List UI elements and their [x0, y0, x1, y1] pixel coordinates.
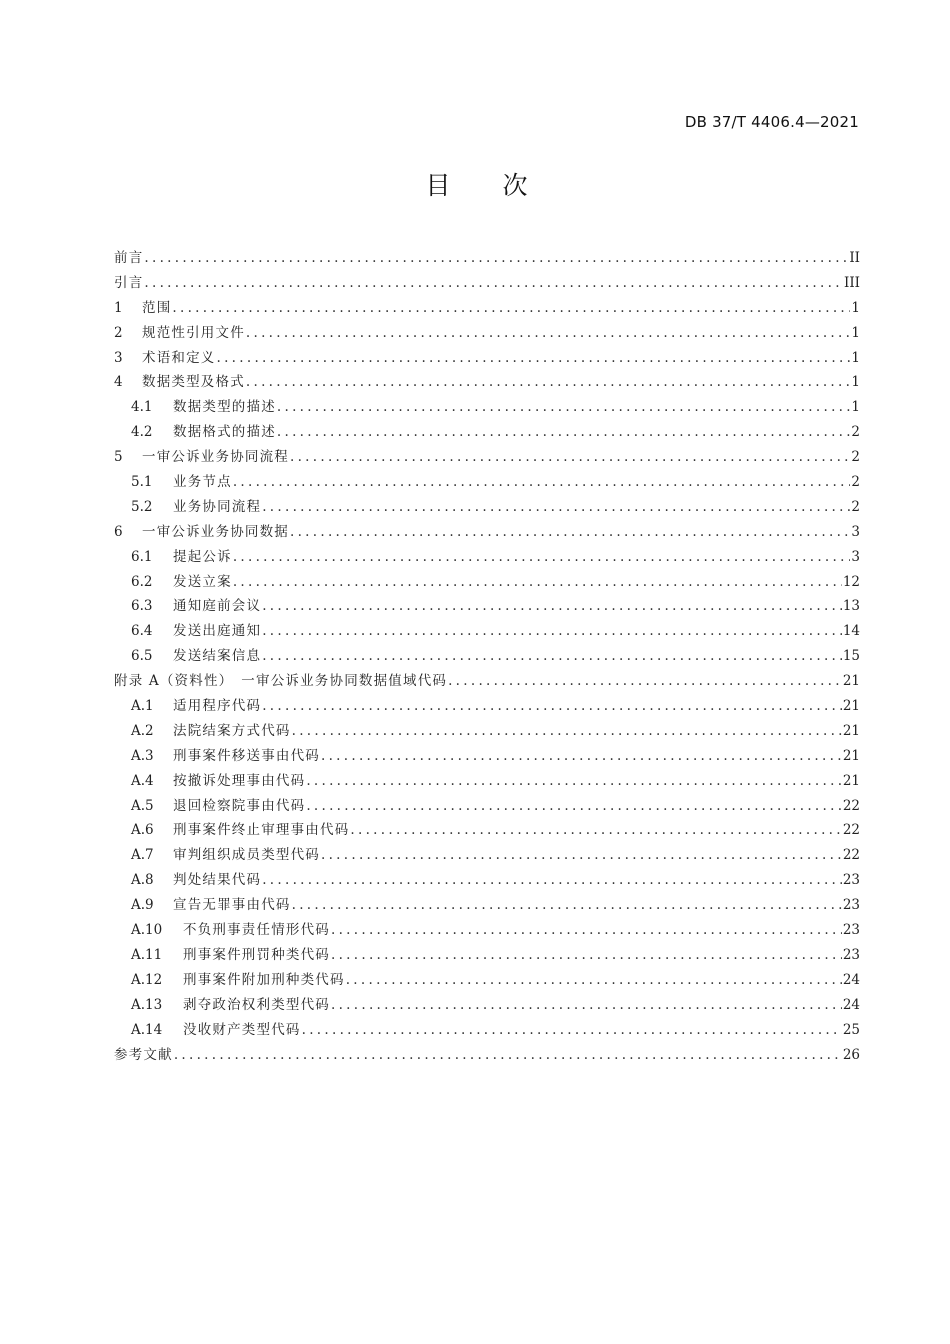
dot-leader [262, 868, 842, 893]
toc-entry-page: III [844, 274, 860, 291]
toc-entry-label: 业务节点 [173, 474, 232, 491]
toc-entry-page: 21 [842, 747, 860, 764]
dot-leader [233, 470, 851, 495]
toc-entry-page: 1 [851, 399, 860, 416]
toc-entry-number: 6.1 [131, 548, 153, 565]
page-title: 目 次 [425, 171, 550, 200]
toc-entry-number: A.14 [131, 1021, 163, 1038]
toc-entry-number: A.11 [131, 946, 163, 963]
toc-entry[interactable] [114, 644, 860, 669]
toc-entry-number: A.3 [131, 747, 154, 764]
toc-entry-page: 23 [842, 872, 860, 889]
dot-leader [172, 296, 850, 321]
toc-entry-number: 6.5 [131, 648, 153, 665]
toc-entry-page: 23 [842, 922, 860, 939]
toc-entry-label: 发送结案信息 [173, 648, 262, 665]
toc-entry[interactable] [114, 669, 860, 694]
dot-leader [262, 495, 850, 520]
toc-entry-label: 数据类型的描述 [173, 399, 276, 416]
dot-leader [321, 843, 842, 868]
toc-entry-page: 3 [851, 548, 860, 565]
toc-entry[interactable] [114, 346, 860, 371]
toc-entry-page: 1 [851, 349, 860, 366]
toc-entry-page: 24 [842, 971, 860, 988]
toc-entry-label: 审判组织成员类型代码 [173, 847, 320, 864]
toc-entry-label: 范围 [142, 299, 172, 316]
dot-leader [292, 719, 842, 744]
toc-entry-label: 判处结果代码 [173, 872, 262, 889]
dot-leader [233, 570, 842, 595]
toc-entry-page: 21 [842, 698, 860, 715]
toc-entry[interactable] [114, 993, 860, 1018]
toc-entry-page: 15 [842, 648, 860, 665]
dot-leader [292, 893, 842, 918]
toc-entry[interactable] [114, 943, 860, 968]
toc-entry-number: 6.2 [131, 573, 153, 590]
toc-entry-number: 4.2 [131, 424, 153, 441]
dot-leader [448, 669, 842, 694]
toc-entry[interactable] [114, 918, 860, 943]
toc-entry-number: 3 [114, 349, 123, 366]
toc-entry-page: 1 [851, 299, 860, 316]
dot-leader [246, 370, 851, 395]
dot-leader [246, 321, 851, 346]
toc-entry[interactable] [114, 395, 860, 420]
toc-entry-page: 21 [842, 772, 860, 789]
toc-entry-number: A.4 [131, 772, 154, 789]
dot-leader [350, 818, 841, 843]
toc-entry-page: 21 [842, 673, 860, 690]
toc-entry[interactable] [114, 246, 860, 271]
dot-leader [331, 943, 842, 968]
toc-entry-label: 引言 [114, 274, 144, 291]
dot-leader [302, 1018, 842, 1043]
toc-entry-label: 一审公诉业务协同流程 [142, 449, 289, 466]
toc-entry-label: 宣告无罪事由代码 [173, 897, 291, 914]
toc-entry-page: 25 [842, 1021, 860, 1038]
toc-entry[interactable] [114, 545, 860, 570]
toc-entry-page: 2 [851, 498, 860, 515]
toc-entry-number: A.12 [131, 971, 163, 988]
toc-entry-label: 发送立案 [173, 573, 232, 590]
toc-entry-number: 5.1 [131, 474, 153, 491]
toc-entry-number: 5.2 [131, 498, 153, 515]
toc-entry[interactable] [114, 370, 860, 395]
dot-leader [306, 769, 842, 794]
document-code: DB 37/T 4406.4—2021 [684, 113, 859, 131]
toc-entry-number: 2 [114, 324, 123, 341]
toc-entry-number: 6 [114, 523, 123, 540]
toc-entry-label: 参考文献 [114, 1046, 173, 1063]
toc-entry-number: 6.3 [131, 598, 153, 615]
toc-entry-label: 不负刑事责任情形代码 [183, 922, 330, 939]
toc-entry[interactable] [114, 445, 860, 470]
toc-entry[interactable] [114, 420, 860, 445]
toc-entry-number: 5 [114, 449, 123, 466]
toc-entry-label: 业务协同流程 [173, 498, 262, 515]
toc-entry-label: 数据类型及格式 [142, 374, 245, 391]
toc-entry[interactable] [114, 769, 860, 794]
toc-entry-label: 发送出庭通知 [173, 623, 262, 640]
toc-entry-number: A.9 [131, 897, 154, 914]
toc-entry[interactable] [114, 594, 860, 619]
toc-entry-page: 22 [842, 822, 860, 839]
toc-entry-page: 12 [842, 573, 860, 590]
toc-entry[interactable] [114, 818, 860, 843]
toc-entry-label: 法院结案方式代码 [173, 722, 291, 739]
toc-entry-page: 22 [842, 847, 860, 864]
toc-entry[interactable] [114, 1018, 860, 1043]
toc-entry-label: 术语和定义 [142, 349, 216, 366]
toc-entry[interactable] [114, 619, 860, 644]
toc-entry-page: 1 [851, 374, 860, 391]
table-of-contents [114, 246, 860, 1067]
toc-entry-number: A.10 [131, 922, 163, 939]
dot-leader [331, 918, 842, 943]
toc-entry[interactable] [114, 271, 860, 296]
toc-entry-label: 通知庭前会议 [173, 598, 262, 615]
toc-entry-label: 刑事案件刑罚种类代码 [183, 946, 330, 963]
toc-entry-page: 23 [842, 897, 860, 914]
toc-entry[interactable] [114, 968, 860, 993]
toc-entry-number: A.13 [131, 996, 163, 1013]
toc-entry[interactable] [114, 843, 860, 868]
toc-entry-page: 23 [842, 946, 860, 963]
toc-entry-page: II [849, 250, 860, 266]
toc-entry-label: 前言 [114, 250, 144, 266]
toc-entry-page: 13 [842, 598, 860, 615]
dot-leader [346, 968, 842, 993]
toc-entry-label: 剥夺政治权利类型代码 [183, 996, 330, 1013]
toc-entry-label: 刑事案件终止审理事由代码 [173, 822, 350, 839]
dot-leader [262, 644, 842, 669]
toc-entry[interactable] [114, 1043, 860, 1068]
toc-entry[interactable] [114, 470, 860, 495]
toc-entry-number: A.2 [131, 722, 154, 739]
toc-entry[interactable] [114, 495, 860, 520]
toc-entry-number: A.1 [131, 698, 154, 715]
toc-entry-number: A.5 [131, 797, 154, 814]
dot-leader [262, 594, 842, 619]
toc-entry-number: A.6 [131, 822, 154, 839]
toc-entry-number: A.8 [131, 872, 154, 889]
toc-entry-label: 适用程序代码 [173, 698, 262, 715]
toc-entry-label: 附录 A（资料性） 一审公诉业务协同数据值域代码 [114, 673, 448, 690]
dot-leader [217, 346, 851, 371]
dot-leader [321, 744, 842, 769]
toc-entry-page: 2 [851, 474, 860, 491]
dot-leader [174, 1043, 842, 1068]
toc-entry-label: 提起公诉 [173, 548, 232, 565]
dot-leader [306, 794, 842, 819]
toc-entry-page: 22 [842, 797, 860, 814]
toc-entry-page: 24 [842, 996, 860, 1013]
toc-entry-label: 刑事案件移送事由代码 [173, 747, 320, 764]
dot-leader [290, 520, 850, 545]
toc-entry-label: 刑事案件附加刑种类代码 [183, 971, 345, 988]
toc-entry-number: A.7 [131, 847, 154, 864]
toc-entry-label: 规范性引用文件 [142, 324, 245, 341]
toc-entry[interactable] [114, 719, 860, 744]
toc-entry[interactable] [114, 744, 860, 769]
dot-leader [262, 619, 842, 644]
toc-entry-page: 2 [851, 424, 860, 441]
toc-entry[interactable] [114, 893, 860, 918]
toc-entry-label: 一审公诉业务协同数据 [142, 523, 289, 540]
toc-entry-label: 退回检察院事由代码 [173, 797, 306, 814]
toc-entry-page: 21 [842, 722, 860, 739]
toc-entry-number: 4.1 [131, 399, 153, 416]
dot-leader [290, 445, 850, 470]
toc-entry-page: 3 [851, 523, 860, 540]
dot-leader [144, 271, 843, 296]
toc-entry-label: 按撤诉处理事由代码 [173, 772, 306, 789]
toc-entry[interactable] [114, 296, 860, 321]
dot-leader [277, 420, 851, 445]
toc-entry-label: 数据格式的描述 [173, 424, 276, 441]
toc-entry-number: 1 [114, 299, 123, 316]
toc-entry[interactable] [114, 794, 860, 819]
toc-entry-number: 4 [114, 374, 123, 391]
toc-entry-label: 没收财产类型代码 [183, 1021, 301, 1038]
toc-entry-page: 2 [851, 449, 860, 466]
toc-entry-page: 14 [842, 623, 860, 640]
toc-entry-page: 1 [851, 324, 860, 341]
dot-leader [233, 545, 851, 570]
toc-entry[interactable] [114, 868, 860, 893]
toc-entry[interactable] [114, 570, 860, 595]
toc-entry-page: 26 [842, 1046, 860, 1063]
dot-leader [262, 694, 842, 719]
dot-leader [277, 395, 851, 420]
dot-leader [331, 993, 842, 1018]
toc-entry[interactable] [114, 520, 860, 545]
toc-entry-number: 6.4 [131, 623, 153, 640]
toc-entry[interactable] [114, 694, 860, 719]
dot-leader [144, 246, 848, 271]
toc-entry[interactable] [114, 321, 860, 346]
